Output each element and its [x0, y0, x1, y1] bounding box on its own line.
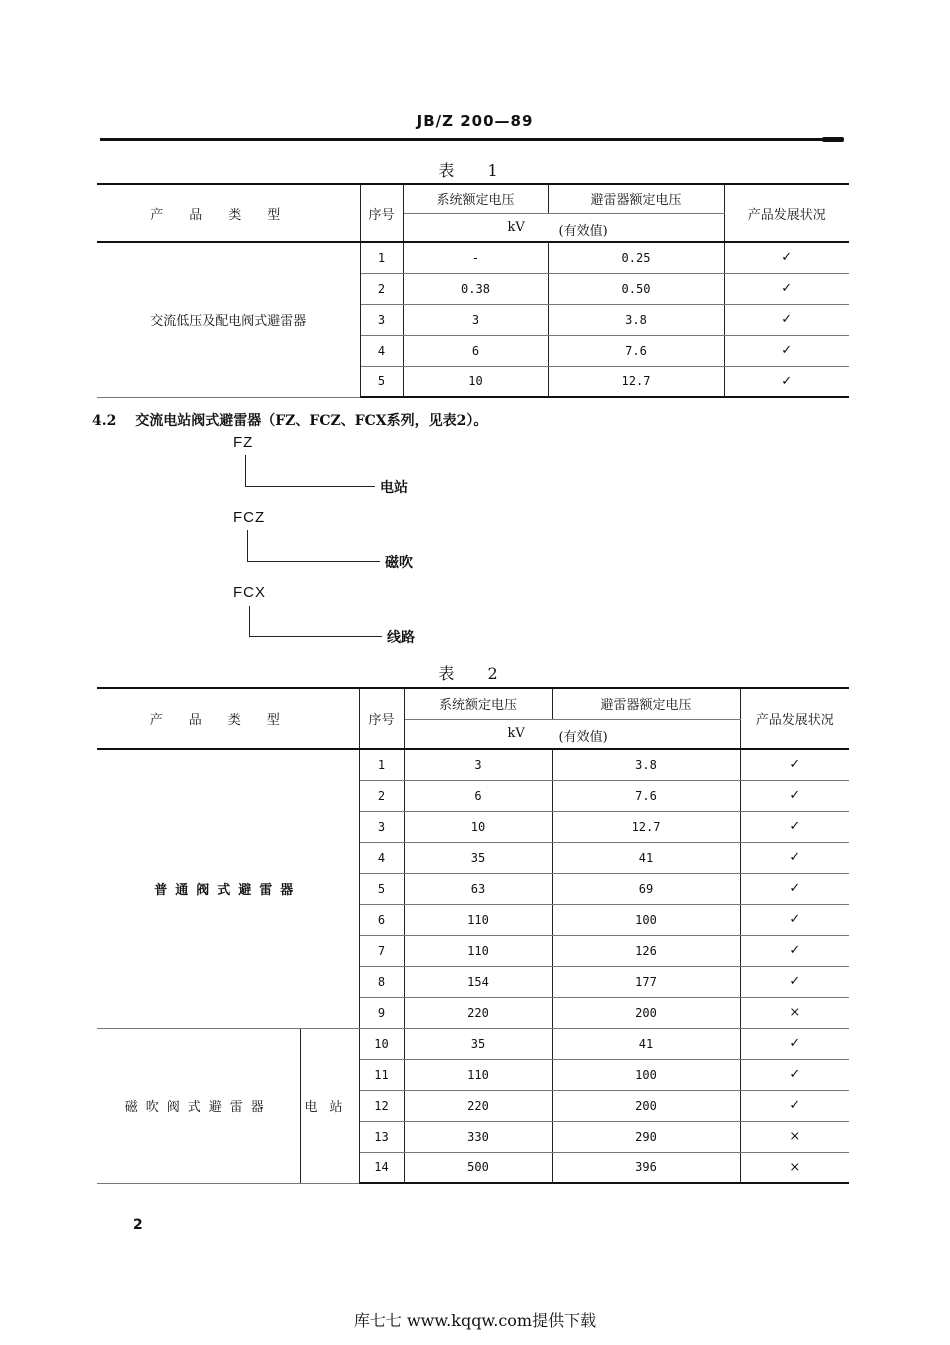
seq-cell: 13 — [359, 1121, 404, 1152]
code-fcz: FCZ — [233, 509, 266, 526]
table2-header-type: 产品类型 — [97, 688, 359, 749]
arrester-voltage-cell: 396 — [552, 1152, 740, 1183]
status-cell: ✓ — [740, 904, 849, 935]
table1-header-arrester-voltage: 避雷器额定电压 — [548, 184, 724, 213]
standard-number: JB/Z 200—89 — [416, 112, 534, 130]
page-number: 2 — [133, 1217, 143, 1233]
sys-voltage-cell: - — [403, 242, 548, 273]
seq-cell: 7 — [359, 935, 404, 966]
code-fz-leader — [245, 486, 375, 487]
status-cell: ✓ — [724, 273, 849, 304]
seq-cell: 3 — [359, 811, 404, 842]
seq-cell: 4 — [360, 335, 403, 366]
seq-cell: 1 — [360, 242, 403, 273]
code-fcz-leader — [247, 561, 380, 562]
arrester-voltage-cell: 12.7 — [548, 366, 724, 397]
status-cell: × — [740, 997, 849, 1028]
table2 — [97, 687, 849, 1184]
status-cell: ✓ — [724, 335, 849, 366]
status-cell: × — [740, 1152, 849, 1183]
status-cell: ✓ — [740, 749, 849, 780]
arrester-voltage-cell: 100 — [552, 1059, 740, 1090]
table2-header-sys-voltage: 系统额定电压 — [404, 688, 552, 719]
table1-caption: 表 1 — [438, 161, 512, 180]
table2-group2-sub: 电站 — [300, 1028, 359, 1183]
code-fz-meaning: 电站 — [380, 480, 408, 496]
code-fcx-stem — [249, 606, 250, 636]
table2-group2-label: 磁吹阀式避雷器 — [97, 1028, 300, 1183]
status-cell: ✓ — [740, 780, 849, 811]
code-fcz-stem — [247, 530, 248, 561]
arrester-voltage-cell: 3.8 — [548, 304, 724, 335]
sys-voltage-cell: 330 — [404, 1121, 552, 1152]
arrester-voltage-cell: 290 — [552, 1121, 740, 1152]
arrester-voltage-cell: 200 — [552, 1090, 740, 1121]
sys-voltage-cell: 3 — [403, 304, 548, 335]
sys-voltage-cell: 63 — [404, 873, 552, 904]
seq-cell: 5 — [360, 366, 403, 397]
sys-voltage-cell: 6 — [404, 780, 552, 811]
table1-header-status: 产品发展状况 — [724, 184, 849, 242]
table2-header-arrester-voltage: 避雷器额定电压 — [552, 688, 740, 719]
table2-header-seq: 序号 — [359, 688, 404, 749]
status-cell: ✓ — [724, 304, 849, 335]
status-cell: × — [740, 1121, 849, 1152]
status-cell: ✓ — [740, 1059, 849, 1090]
table-row — [97, 749, 849, 780]
arrester-voltage-cell: 126 — [552, 935, 740, 966]
seq-cell: 5 — [359, 873, 404, 904]
sys-voltage-cell: 110 — [404, 904, 552, 935]
seq-cell: 6 — [359, 904, 404, 935]
arrester-voltage-cell: 7.6 — [552, 780, 740, 811]
arrester-voltage-cell: 0.50 — [548, 273, 724, 304]
table1-header-unit: kV (有效值) — [403, 213, 724, 242]
sys-voltage-cell: 3 — [404, 749, 552, 780]
status-cell: ✓ — [724, 366, 849, 397]
seq-cell: 3 — [360, 304, 403, 335]
seq-cell: 2 — [360, 273, 403, 304]
code-fcx-meaning: 线路 — [387, 630, 415, 646]
sys-voltage-cell: 10 — [404, 811, 552, 842]
arrester-voltage-cell: 41 — [552, 1028, 740, 1059]
sys-voltage-cell: 500 — [404, 1152, 552, 1183]
arrester-voltage-cell: 100 — [552, 904, 740, 935]
code-fcx: FCX — [233, 584, 266, 601]
status-cell: ✓ — [740, 811, 849, 842]
code-fz: FZ — [233, 434, 254, 451]
arrester-voltage-cell: 41 — [552, 842, 740, 873]
status-cell: ✓ — [740, 873, 849, 904]
arrester-voltage-cell: 69 — [552, 873, 740, 904]
seq-cell: 11 — [359, 1059, 404, 1090]
sys-voltage-cell: 154 — [404, 966, 552, 997]
status-cell: ✓ — [724, 242, 849, 273]
seq-cell: 12 — [359, 1090, 404, 1121]
arrester-voltage-cell: 12.7 — [552, 811, 740, 842]
section-text: 交流电站阀式避雷器（FZ、FCZ、FCX系列，见表2）。 — [135, 413, 488, 429]
header-rule — [100, 138, 835, 141]
status-cell: ✓ — [740, 966, 849, 997]
sys-voltage-cell: 0.38 — [403, 273, 548, 304]
seq-cell: 2 — [359, 780, 404, 811]
table2-header-status: 产品发展状况 — [740, 688, 849, 749]
arrester-voltage-cell: 7.6 — [548, 335, 724, 366]
seq-cell: 8 — [359, 966, 404, 997]
table-row — [97, 1028, 849, 1059]
table2-group1-label: 普通阀式避雷器 — [97, 749, 359, 1028]
table1-group-label: 交流低压及配电阀式避雷器 — [97, 242, 360, 397]
seq-cell: 10 — [359, 1028, 404, 1059]
status-cell: ✓ — [740, 935, 849, 966]
sys-voltage-cell: 35 — [404, 842, 552, 873]
arrester-voltage-cell: 177 — [552, 966, 740, 997]
sys-voltage-cell: 110 — [404, 935, 552, 966]
sys-voltage-cell: 35 — [404, 1028, 552, 1059]
footer-download-note: 库七七 www.kqqw.com提供下载 — [353, 1311, 597, 1330]
seq-cell: 14 — [359, 1152, 404, 1183]
table1 — [97, 183, 849, 398]
table2-caption: 表 2 — [438, 664, 512, 683]
code-fz-stem — [245, 455, 246, 486]
code-fcx-leader — [249, 636, 382, 637]
status-cell: ✓ — [740, 1090, 849, 1121]
section-4-2 — [92, 410, 487, 430]
arrester-voltage-cell: 0.25 — [548, 242, 724, 273]
table1-header-type: 产品类型 — [97, 184, 360, 242]
seq-cell: 9 — [359, 997, 404, 1028]
table-row — [97, 242, 849, 273]
arrester-voltage-cell: 200 — [552, 997, 740, 1028]
status-cell: ✓ — [740, 842, 849, 873]
table1-header-sys-voltage: 系统额定电压 — [403, 184, 548, 213]
sys-voltage-cell: 220 — [404, 1090, 552, 1121]
sys-voltage-cell: 220 — [404, 997, 552, 1028]
sys-voltage-cell: 110 — [404, 1059, 552, 1090]
seq-cell: 1 — [359, 749, 404, 780]
table2-header-unit: kV (有效值) — [404, 719, 740, 749]
sys-voltage-cell: 10 — [403, 366, 548, 397]
status-cell: ✓ — [740, 1028, 849, 1059]
header-rule-tail — [822, 137, 844, 142]
sys-voltage-cell: 6 — [403, 335, 548, 366]
section-number: 4.2 — [92, 413, 117, 429]
seq-cell: 4 — [359, 842, 404, 873]
code-fcz-meaning: 磁吹 — [385, 555, 413, 571]
arrester-voltage-cell: 3.8 — [552, 749, 740, 780]
table1-header-seq: 序号 — [360, 184, 403, 242]
